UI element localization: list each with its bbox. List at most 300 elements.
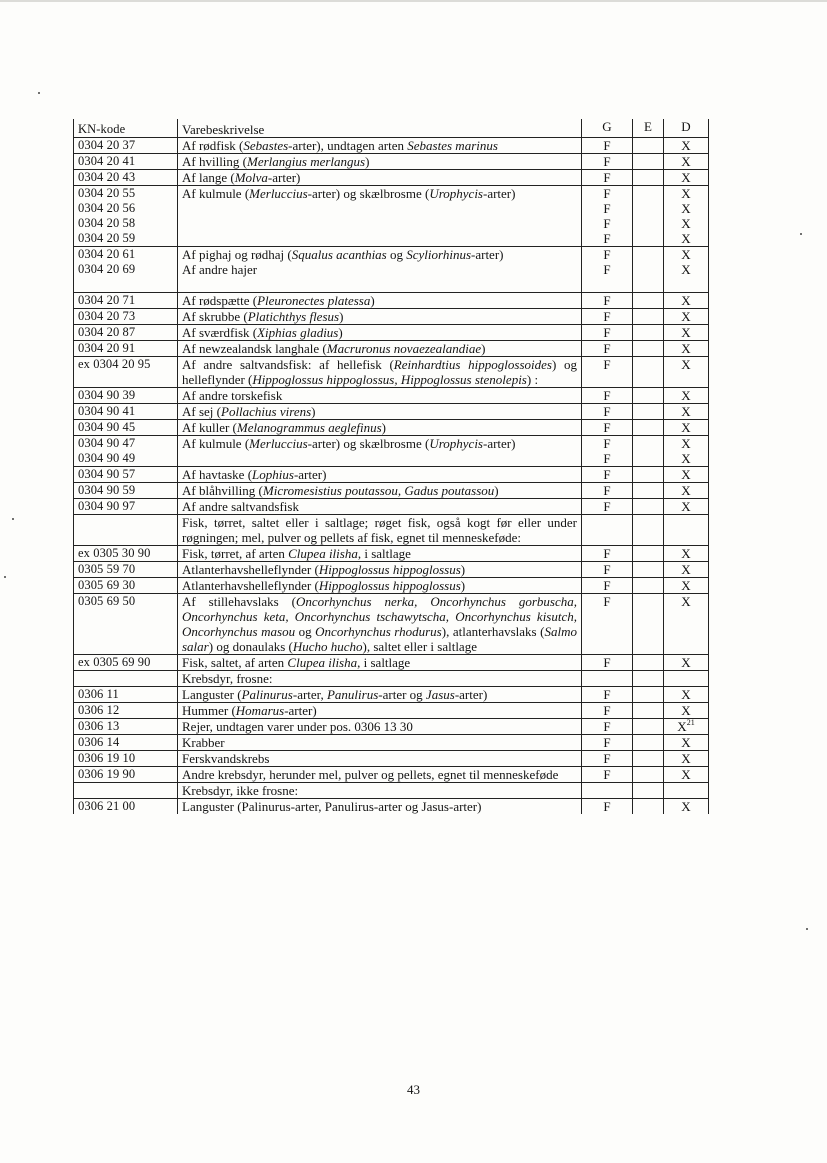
species-name: Pollachius virens <box>221 404 312 419</box>
col-d-value: X <box>681 735 691 750</box>
kn-code-table <box>73 119 709 814</box>
description-cell <box>178 751 582 767</box>
col-g-value: F <box>603 325 611 340</box>
description-segment: Krebsdyr, frosne: <box>182 671 273 686</box>
species-name: Hippoglossus hippoglossus, Hippoglossus stenolepis <box>252 372 527 387</box>
kn-code: 0306 11 <box>78 687 119 701</box>
table-row <box>74 655 709 671</box>
description-text <box>182 341 577 356</box>
col-d-cell <box>664 671 709 687</box>
kn-code-cell <box>74 767 178 783</box>
col-g-value: F <box>603 703 611 718</box>
col-g-value: F <box>603 341 611 356</box>
description-text <box>182 154 577 169</box>
header-e: E <box>633 119 664 138</box>
description-segment: ) <box>370 293 375 308</box>
kn-code: 0304 20 55 <box>78 186 136 200</box>
kn-code-cell <box>74 154 178 170</box>
description-text <box>182 467 577 482</box>
description-segment: -arter) <box>471 247 504 262</box>
description-segment: -arter, <box>292 687 327 702</box>
description-text <box>182 404 577 419</box>
kn-code-cell <box>74 783 178 799</box>
col-g-cell <box>582 655 633 671</box>
description-cell <box>178 767 582 783</box>
col-g-value: F <box>603 751 611 766</box>
kn-code: 0305 59 70 <box>78 562 136 576</box>
kn-code: 0304 90 49 <box>78 451 136 465</box>
col-g-cell <box>582 467 633 483</box>
col-d-cell <box>664 655 709 671</box>
col-e-cell <box>633 170 664 186</box>
description-segment: Af stillehavslaks ( <box>182 594 296 609</box>
col-d-cell <box>664 170 709 186</box>
table-row <box>74 799 709 815</box>
description-segment: Af kulmule ( <box>182 436 250 451</box>
header-description: Varebeskrivelse <box>178 119 582 138</box>
table-row <box>74 515 709 546</box>
kn-code-cell <box>74 247 178 293</box>
description-cell <box>178 799 582 815</box>
species-name: Palinurus <box>241 687 293 702</box>
col-d-value: X <box>681 594 691 609</box>
description-segment: -arter) <box>483 186 516 201</box>
col-g-value: F <box>603 404 611 419</box>
species-name: Melanogrammus aeglefinus <box>236 420 382 435</box>
kn-code-cell <box>74 546 178 562</box>
description-segment: Af andre torskefisk <box>182 388 283 403</box>
col-d-cell <box>664 309 709 325</box>
description-text <box>182 719 577 734</box>
col-g-value: F <box>603 216 611 231</box>
description-text <box>182 515 577 545</box>
col-g-value: F <box>603 735 611 750</box>
description-cell <box>178 467 582 483</box>
table-row <box>74 735 709 751</box>
description-cell <box>178 357 582 388</box>
col-d-value: X <box>681 436 691 451</box>
description-text <box>182 578 577 593</box>
table-row <box>74 703 709 719</box>
scan-speck <box>4 576 6 578</box>
kn-code-cell <box>74 293 178 309</box>
table-row <box>74 594 709 655</box>
col-d-cell <box>664 594 709 655</box>
description-segment: Ferskvandskrebs <box>182 751 270 766</box>
description-segment: -arter), undtagen arten <box>288 138 408 153</box>
col-d-value: X <box>681 420 691 435</box>
description-cell <box>178 703 582 719</box>
table-row <box>74 186 709 247</box>
col-e-cell <box>633 546 664 562</box>
description-cell <box>178 138 582 154</box>
description-cell <box>178 783 582 799</box>
col-d-value: X <box>681 767 691 782</box>
kn-code: 0304 90 57 <box>78 467 136 481</box>
description-segment: Languster (Palinurus-arter, Panulirus-arter og Jasus-arter) <box>182 799 482 814</box>
description-text <box>182 170 577 185</box>
col-d-value: X <box>681 201 691 216</box>
header-d: D <box>664 119 709 138</box>
col-g-cell <box>582 388 633 404</box>
description-segment: -arter) <box>483 436 516 451</box>
col-g-cell <box>582 154 633 170</box>
description-text <box>182 388 577 403</box>
description-text <box>182 436 577 451</box>
header-kn-code: KN-kode <box>74 119 178 138</box>
kn-code: 0305 69 50 <box>78 594 136 608</box>
col-g-cell <box>582 703 633 719</box>
description-cell <box>178 186 582 247</box>
description-cell <box>178 170 582 186</box>
description-segment: og <box>386 247 407 262</box>
col-e-cell <box>633 578 664 594</box>
description-segment: ) <box>460 578 466 593</box>
kn-code: 0306 19 10 <box>78 751 136 765</box>
species-name: Sebastes marinus <box>407 138 498 153</box>
description-segment: Af andre hajer <box>182 262 258 277</box>
col-g-value: F <box>603 170 611 185</box>
kn-code: 0306 14 <box>78 735 120 749</box>
col-d-cell <box>664 483 709 499</box>
kn-code-cell <box>74 325 178 341</box>
col-g-value: F <box>603 655 611 670</box>
description-cell <box>178 594 582 655</box>
kn-code-cell <box>74 562 178 578</box>
description-segment: Af lange ( <box>182 170 235 185</box>
table-row <box>74 751 709 767</box>
kn-code-cell <box>74 467 178 483</box>
scan-speck <box>800 233 802 235</box>
kn-code: 0305 69 30 <box>78 578 136 592</box>
col-d-cell <box>664 186 709 247</box>
col-g-cell <box>582 546 633 562</box>
kn-code: 0304 20 87 <box>78 325 136 339</box>
col-g-cell <box>582 357 633 388</box>
description-text <box>182 483 577 498</box>
description-segment: Af havtaske ( <box>182 467 253 482</box>
col-g-cell <box>582 783 633 799</box>
col-e-cell <box>633 293 664 309</box>
col-g-cell <box>582 799 633 815</box>
description-text <box>182 499 577 514</box>
species-name: Urophycis <box>429 436 483 451</box>
col-d-cell <box>664 783 709 799</box>
description-segment: Af kuller ( <box>182 420 237 435</box>
scan-speck <box>12 518 14 520</box>
col-g-value: F <box>603 719 611 734</box>
description-cell <box>178 388 582 404</box>
col-g-value: F <box>603 687 611 702</box>
table-row <box>74 357 709 388</box>
kn-code: 0304 90 41 <box>78 404 136 418</box>
description-segment: ) <box>460 562 466 577</box>
col-d-value: X <box>681 451 691 466</box>
col-e-cell <box>633 154 664 170</box>
col-g-cell <box>582 247 633 293</box>
description-cell <box>178 154 582 170</box>
description-segment: Af sej ( <box>182 404 221 419</box>
kn-code: 0304 20 59 <box>78 231 136 245</box>
description-cell <box>178 325 582 341</box>
col-d-value: $X^{21}$ <box>677 718 695 734</box>
col-g-value: F <box>603 578 611 593</box>
kn-code: ex 0305 30 90 <box>78 546 151 560</box>
col-e-cell <box>633 499 664 515</box>
species-name: Merluccius <box>249 436 308 451</box>
kn-code <box>78 671 173 686</box>
kn-code: 0306 12 <box>78 703 120 717</box>
table-row <box>74 293 709 309</box>
col-g-cell <box>582 436 633 467</box>
description-segment: , i saltlage <box>357 655 411 670</box>
col-g-value: F <box>603 357 611 372</box>
col-d-cell <box>664 687 709 703</box>
description-text <box>182 546 577 561</box>
description-segment: Af kulmule ( <box>182 186 250 201</box>
col-d-cell <box>664 341 709 357</box>
table-row <box>74 404 709 420</box>
col-d-cell <box>664 562 709 578</box>
description-segment: Af andre saltvandsfisk <box>182 499 299 514</box>
col-g-cell <box>582 138 633 154</box>
species-name: Pleuronectes platessa <box>257 293 371 308</box>
description-segment: -arter) <box>267 170 301 185</box>
description-cell <box>178 562 582 578</box>
description-segment: Af andre saltvandsfisk: af hellefisk ( <box>182 357 394 372</box>
description-segment: ) <box>481 341 486 356</box>
description-cell <box>178 341 582 357</box>
col-d-value: X <box>681 687 691 702</box>
col-g-value: F <box>603 467 611 482</box>
description-segment: Languster ( <box>182 687 242 702</box>
col-g-value: F <box>603 546 611 561</box>
col-d-value: X <box>681 483 691 498</box>
col-e-cell <box>633 751 664 767</box>
col-g-cell <box>582 420 633 436</box>
kn-code: 0306 19 90 <box>78 767 136 781</box>
kn-code-cell <box>74 719 178 735</box>
species-name: Oncorhynchus rhodurus <box>315 624 442 639</box>
col-e-cell <box>633 562 664 578</box>
description-cell <box>178 309 582 325</box>
col-d-value: X <box>681 170 691 185</box>
description-segment: Af rødfisk ( <box>182 138 244 153</box>
col-d-value: X <box>681 262 691 277</box>
col-g-value: F <box>603 262 611 277</box>
col-e-cell <box>633 436 664 467</box>
description-segment: Atlanterhavshelleflynder ( <box>182 562 319 577</box>
kn-code <box>78 277 173 292</box>
description-text <box>182 138 577 153</box>
col-e-cell <box>633 309 664 325</box>
description-segment: og <box>295 624 316 639</box>
description-segment: Rejer, undtagen varer under pos. 0306 13 30 <box>182 719 413 734</box>
description-text <box>182 562 577 577</box>
table-row <box>74 325 709 341</box>
col-d-value: X <box>681 154 691 169</box>
col-d-value: X <box>681 309 691 324</box>
kn-code-cell <box>74 186 178 247</box>
description-segment: -arter og <box>378 687 426 702</box>
description-segment: Af sværdfisk ( <box>182 325 258 340</box>
col-g-cell <box>582 562 633 578</box>
col-d-cell <box>664 515 709 546</box>
col-d-value: X <box>681 247 691 262</box>
col-d-cell <box>664 578 709 594</box>
col-g-cell <box>582 687 633 703</box>
description-cell <box>178 687 582 703</box>
col-d-cell <box>664 420 709 436</box>
kn-code-cell <box>74 687 178 703</box>
col-e-cell <box>633 404 664 420</box>
species-name: Salmo salar <box>182 624 577 654</box>
col-e-cell <box>633 671 664 687</box>
table-row <box>74 783 709 799</box>
kn-code: 0304 90 45 <box>78 420 136 434</box>
description-text <box>182 735 577 750</box>
species-name: Panulirus <box>326 687 379 702</box>
description-segment: Krabber <box>182 735 225 750</box>
kn-code-cell <box>74 483 178 499</box>
species-name: Lophius <box>252 467 294 482</box>
table-row <box>74 687 709 703</box>
col-d-value: X <box>681 562 691 577</box>
col-e-cell <box>633 719 664 735</box>
description-text <box>182 767 577 782</box>
col-d-cell <box>664 735 709 751</box>
table-row <box>74 499 709 515</box>
kn-code: 0304 90 39 <box>78 388 136 402</box>
col-g-cell <box>582 186 633 247</box>
col-d-cell <box>664 154 709 170</box>
kn-code: 0304 20 58 <box>78 216 136 230</box>
table-row <box>74 170 709 186</box>
description-cell <box>178 499 582 515</box>
kn-code-cell <box>74 655 178 671</box>
col-e-cell <box>633 594 664 655</box>
description-cell <box>178 436 582 467</box>
col-e-cell <box>633 388 664 404</box>
col-d-cell <box>664 467 709 483</box>
col-g-value: F <box>603 594 611 609</box>
description-segment: -arter) og skælbrosme ( <box>307 186 430 201</box>
description-segment: Fisk, saltet, af arten <box>182 655 288 670</box>
table-row <box>74 546 709 562</box>
col-g-value: F <box>603 799 611 814</box>
description-text <box>182 357 577 387</box>
kn-code-cell <box>74 799 178 815</box>
col-d-value: X <box>681 751 691 766</box>
col-d-cell <box>664 247 709 293</box>
description-cell <box>178 483 582 499</box>
description-text <box>182 751 577 766</box>
col-g-value: F <box>603 154 611 169</box>
species-name: Xiphias gladius <box>257 325 339 340</box>
description-segment: ) <box>339 309 344 324</box>
description-segment: Af pighaj og rødhaj ( <box>182 247 292 262</box>
description-text <box>182 655 577 670</box>
species-name: Urophycis <box>429 186 483 201</box>
col-e-cell <box>633 186 664 247</box>
kn-code-cell <box>74 751 178 767</box>
description-segment: ) <box>365 154 370 169</box>
kn-code: 0304 20 43 <box>78 170 136 184</box>
description-text <box>182 309 577 324</box>
kn-code: 0304 20 37 <box>78 138 136 152</box>
kn-code: 0304 20 69 <box>78 262 136 276</box>
col-g-value: F <box>603 562 611 577</box>
kn-code: 0304 90 97 <box>78 499 136 513</box>
col-g-cell <box>582 325 633 341</box>
species-name: Oncorhynchus nerka, Oncorhynchus gorbuscha, Oncorhynchus keta, Oncorhynchus tschawytscha, Oncorhynchus kisutch, Oncorhynchus masou <box>182 594 578 639</box>
col-g-value: F <box>603 186 611 201</box>
kn-code-cell <box>74 671 178 687</box>
page-top-edge <box>0 0 827 2</box>
description-cell <box>178 515 582 546</box>
kn-code: 0304 20 91 <box>78 341 136 355</box>
description-segment: Andre krebsdyr, herunder mel, pulver og pellets, egnet til menneskeføde <box>182 767 559 782</box>
col-g-cell <box>582 735 633 751</box>
table-row <box>74 467 709 483</box>
description-segment: ) <box>381 420 387 435</box>
col-d-cell <box>664 388 709 404</box>
description-cell <box>178 735 582 751</box>
kn-code-cell <box>74 170 178 186</box>
description-segment: Fisk, tørret, af arten <box>182 546 289 561</box>
description-segment: -arter) og skælbrosme ( <box>307 436 430 451</box>
table-row <box>74 138 709 154</box>
species-name: Clupea ilisha <box>287 655 358 670</box>
species-name: Merluccius <box>249 186 308 201</box>
col-d-value: X <box>681 293 691 308</box>
description-cell <box>178 247 582 293</box>
scan-speck <box>806 928 808 930</box>
table-row <box>74 483 709 499</box>
col-d-cell <box>664 293 709 309</box>
table-header-row <box>74 119 709 138</box>
col-e-cell <box>633 703 664 719</box>
kn-code: 0304 90 47 <box>78 436 136 450</box>
description-segment: Fisk, tørret, saltet eller i saltlage; røget fisk, også kogt før eller under røgningen; mel, pulver og pellets af fisk, egnet til menneskeføde: <box>182 515 577 545</box>
col-g-cell <box>582 404 633 420</box>
description-cell <box>178 578 582 594</box>
col-d-cell <box>664 138 709 154</box>
col-g-value: F <box>603 767 611 782</box>
description-segment: ) og donaulaks ( <box>208 639 293 654</box>
table-row <box>74 578 709 594</box>
col-e-cell <box>633 357 664 388</box>
description-segment: Af newzealandsk langhale ( <box>182 341 327 356</box>
description-segment: ), atlanterhavslaks ( <box>441 624 545 639</box>
description-segment: -arter) <box>293 467 327 482</box>
species-name: Reinhardtius hippoglossoides <box>393 357 552 372</box>
description-text <box>182 186 577 201</box>
description-segment: ) <box>338 325 343 340</box>
col-d-cell <box>664 703 709 719</box>
table-row <box>74 309 709 325</box>
species-name: Molva <box>234 170 268 185</box>
col-d-value: X <box>681 655 691 670</box>
description-segment: , i saltlage <box>357 546 411 561</box>
kn-code: ex 0305 69 90 <box>78 655 151 669</box>
description-cell <box>178 546 582 562</box>
col-g-cell <box>582 341 633 357</box>
col-g-cell <box>582 751 633 767</box>
description-text <box>182 703 577 718</box>
col-e-cell <box>633 341 664 357</box>
description-segment: ) : <box>526 372 539 387</box>
